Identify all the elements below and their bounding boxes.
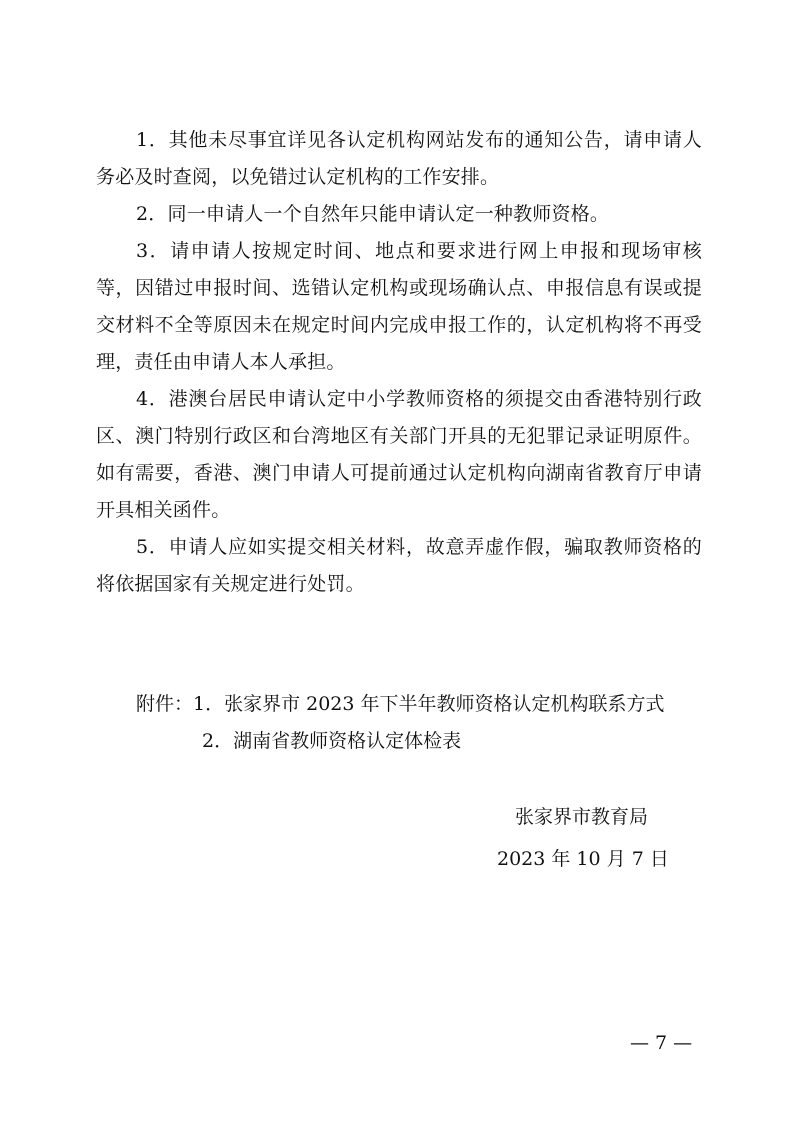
- paragraph-1: 1．其他未尽事宜详见各认定机构网站发布的通知公告，请申请人务必及时查阅，以免错过认定机构的工作安排。: [96, 129, 702, 188]
- attachments: [96, 686, 716, 760]
- paragraph-4: 4．港澳台居民申请认定中小学教师资格的须提交由香港特别行政区、澳门特别行政区和台湾地区有关部门开具的无犯罪记录证明原件。如有需要，香港、澳门申请人可提前通过认定机构向湖南省教育厅申请开具相关函件。: [96, 388, 702, 521]
- attachment-2: 2．湖南省教师资格认定体检表: [202, 730, 462, 752]
- issue-date: 2023 年 10 月 7 日: [497, 848, 669, 870]
- attachment-1: 附件：1．张家界市 2023 年下半年教师资格认定机构联系方式: [136, 693, 665, 715]
- body-text: [96, 122, 702, 603]
- issuing-organization: 张家界市教育局: [515, 806, 649, 828]
- paragraph-2: 2．同一申请人一个自然年只能申请认定一种教师资格。: [136, 203, 610, 225]
- page-number: — 7 —: [630, 1032, 693, 1054]
- paragraph-5: 5．申请人应如实提交相关材料，故意弄虚作假，骗取教师资格的将依据国家有关规定进行处罚。: [96, 536, 702, 595]
- paragraph-3: 3．请申请人按规定时间、地点和要求进行网上申报和现场审核等，因错过申报时间、选错认定机构或现场确认点、申报信息有误或提交材料不全等原因未在规定时间内完成申报工作的，认定机构将不再受理，责任由申请人本人承担。: [96, 240, 702, 373]
